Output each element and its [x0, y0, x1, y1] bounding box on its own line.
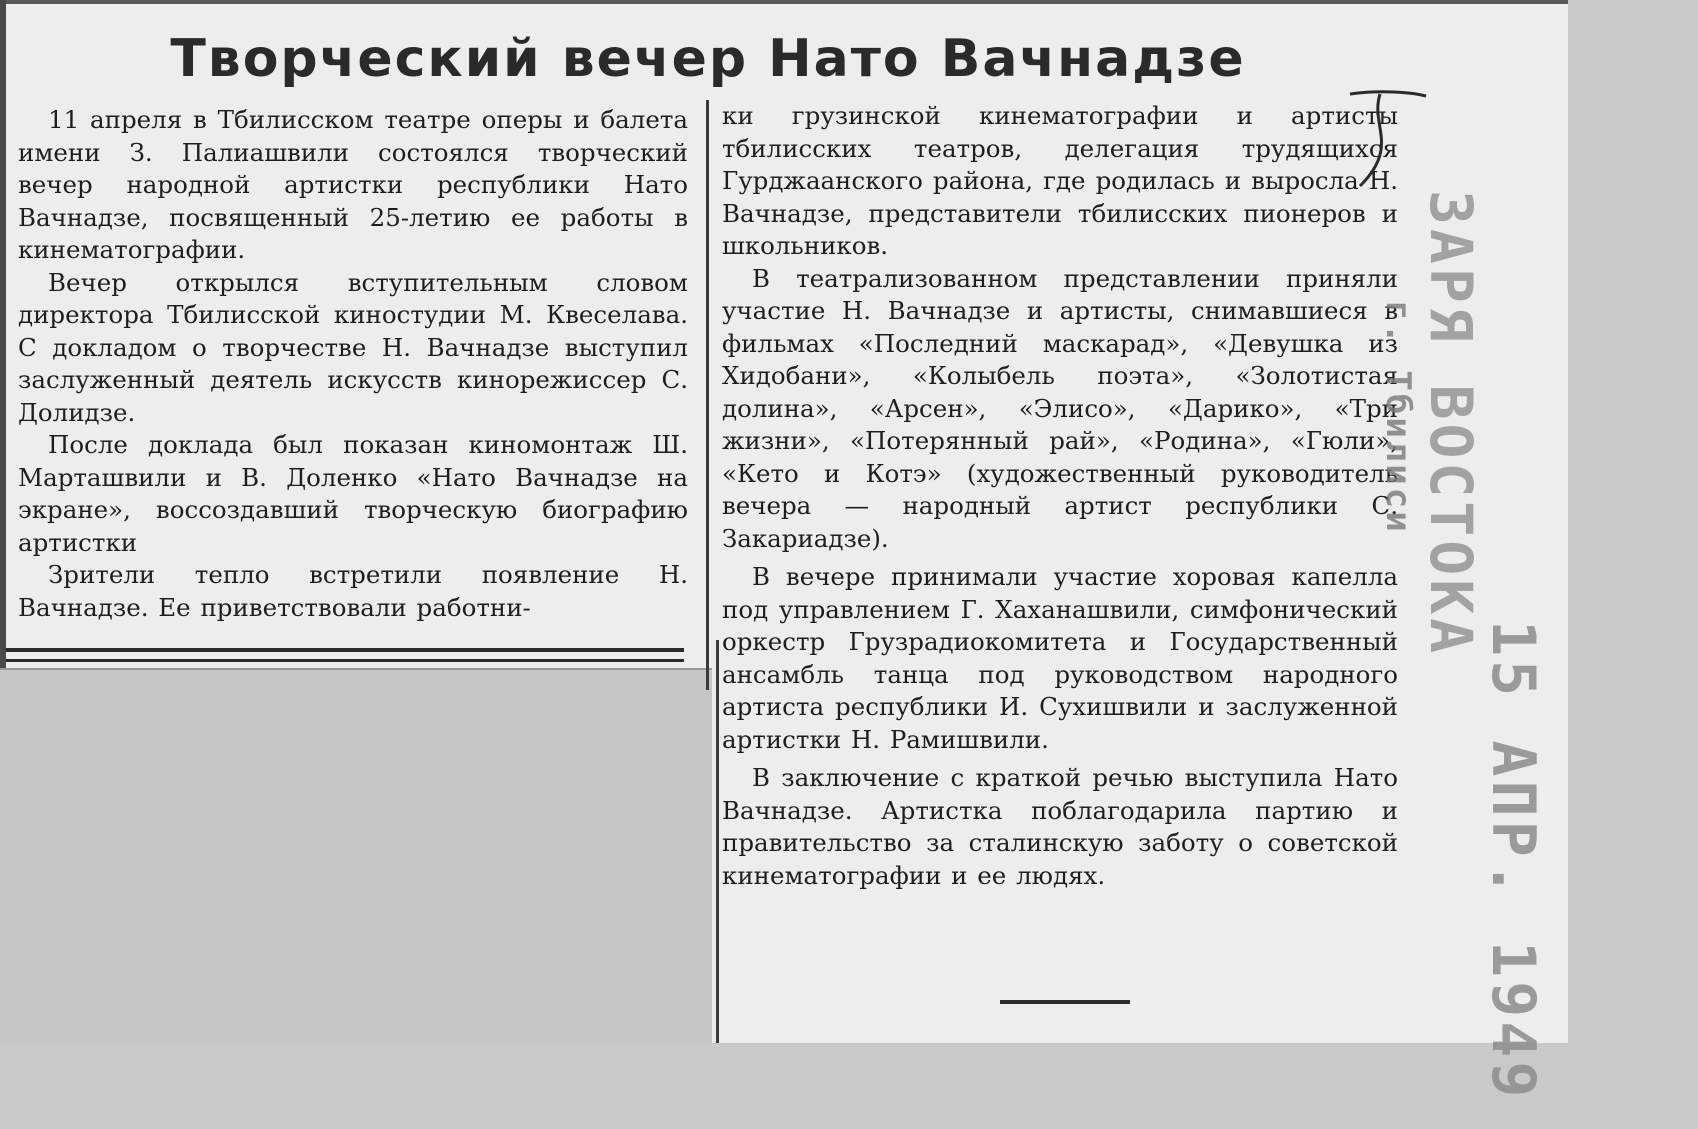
paragraph: В вечере принимали участие хоровая капелла под управлением Г. Хаханашвили, симфонический оркестр Грузрадиокомитета и Государственный ансамбль танца под руководством народного артиста республики И. Сухишвили и заслуженной артистки Н. Рамишвили.: [722, 562, 1398, 754]
paragraph: ки грузинской кинематографии и артисты тбилисских театров, делегация трудящихся Гурджаанского района, где родилась и выросла Н. Вачнадзе, представители тбилисских пионеров и школьников.: [722, 101, 1398, 260]
article-left-column: [18, 104, 688, 624]
paragraph: В заключение с краткой речью выступила Нато Вачнадзе. Артистка поблагодарила партию и правительство за сталинскую заботу о советской кинематографии и ее людях.: [722, 763, 1398, 890]
paragraph: Зрители тепло встретили появление Н. Вачнадзе. Ее приветствовали работни-: [18, 560, 688, 622]
article-right-column: [722, 100, 1398, 892]
clipping-edge-left: [0, 0, 6, 668]
newspaper-stamp-date: 15 АПР. 1949: [1478, 620, 1548, 1102]
column-divider-lower: [716, 640, 719, 1043]
column-divider: [706, 100, 709, 690]
article-end-mark: [1000, 1000, 1130, 1004]
pencil-mark-icon: [1340, 86, 1430, 196]
background-backing-sheet: [0, 668, 712, 1045]
paragraph: Вечер открылся вступительным словом директора Тбилисской киностудии М. Квеселава. С докладом о творчестве Н. Вачнадзе выступил заслуженный деятель искусств кинорежиссер С. Долидзе.: [18, 267, 688, 427]
article-title: Творческий вечер Нато Вачнадзе: [170, 29, 1246, 89]
paragraph: В театрализованном представлении приняли участие Н. Вачнадзе и артисты, снимавшиеся в фильмах «Последний маскарад», «Девушка из Хидобани», «Колыбель поэта», «Золотистая долина», «Арсен», «Элисо», «Дарико», «Три жизни», «Потерянный рай», «Родина», «Гюли», «Кето и Котэ» (художественный руководитель вечера — народный артист республики С. Закариадзе).: [722, 263, 1398, 553]
clipping-edge-top: [0, 0, 1568, 4]
paragraph: 11 апреля в Тбилисском театре оперы и балета имени З. Палиашвили состоялся творческий вечер народной артистки республики Нато Вачнадзе, посвященный 25-летию ее работы в кинематографии.: [18, 105, 688, 264]
left-column-end-rule: [6, 648, 684, 662]
newspaper-stamp-city: г. Тбилиси: [1378, 300, 1418, 535]
newspaper-stamp-name: ЗАРЯ ВОСТОКА: [1417, 190, 1485, 658]
paragraph: После доклада был показан киномонтаж Ш. Марташвили и В. Доленко «Нато Вачнадзе на экране», воссоздавший творческую биографию артистки: [18, 430, 688, 557]
